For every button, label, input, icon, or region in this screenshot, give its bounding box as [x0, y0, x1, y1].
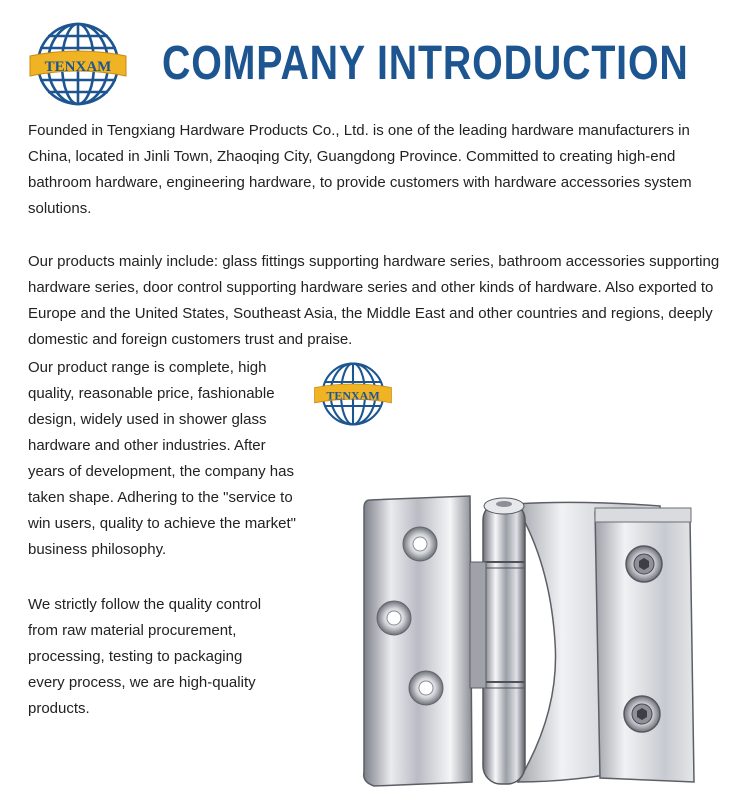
logo-brand-text: TENXAM: [326, 388, 380, 403]
page-title: COMPANY INTRODUCTION: [162, 37, 689, 90]
intro-paragraph-1: Founded in Tengxiang Hardware Products Co., Ltd. is one of the leading hardware manufacturers in China, located in Jinli Town, Zhaoqing City, Guangdong Province. Committed to creating high-end bathroom hardware, engineering hardware, to provide customers with hardware accessories system solutions.: [28, 122, 692, 217]
screw-hole-icon: [377, 601, 411, 635]
glass-door-hinge-image: [350, 482, 740, 794]
hex-bolt-icon: [626, 546, 662, 582]
intro-paragraph-3: Our product range is complete, high quality, reasonable price, fashionable design, widely used in shower glass hardware and other industries. After years of development, the company has taken shape. Adhering to the "service to win users, quality to achieve the market" business philosophy.: [28, 359, 296, 558]
logo-brand-text: TENXAM: [44, 59, 112, 75]
screw-hole-icon: [409, 671, 443, 705]
hex-bolt-icon: [624, 696, 660, 732]
intro-paragraph-2: Our products mainly include: glass fittings supporting hardware series, bathroom accessories supporting hardware series, door control supporting hardware series and other kinds of hardware. Also exported to Europe and the United States, Southeast Asia, the Middle East and other countries and regions, deeply domestic and foreign customers trust and praise.: [28, 253, 720, 348]
screw-hole-icon: [403, 527, 437, 561]
intro-paragraph-4: We strictly follow the quality control from raw material procurement, processing, testing to packaging every process, we are high-quality products.: [28, 596, 262, 717]
tenxam-logo-small: [313, 358, 393, 430]
tenxam-logo: [28, 16, 128, 116]
